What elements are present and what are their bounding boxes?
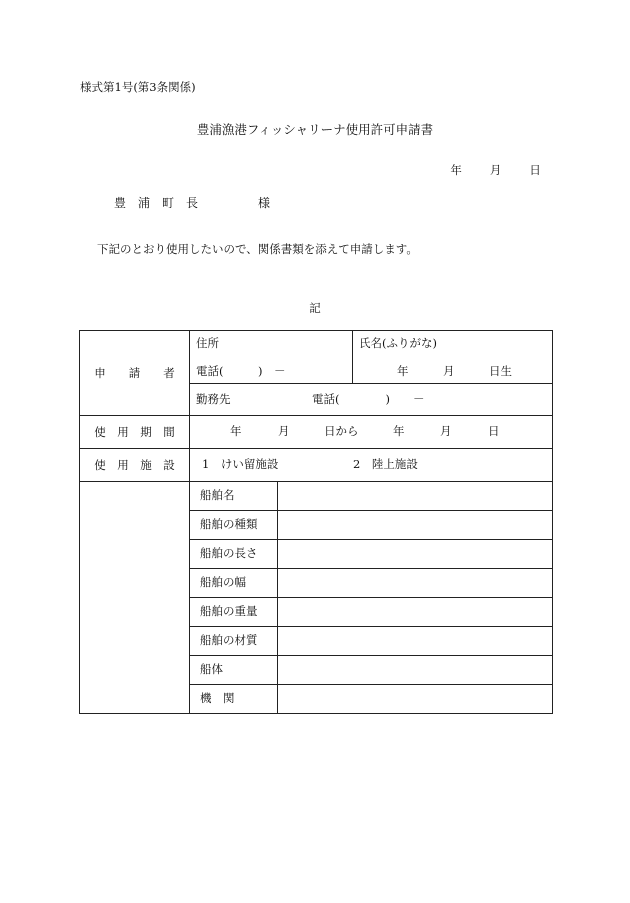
address-label: 住所 [196, 336, 219, 350]
addressee: 豊 浦 町 長 様 [114, 196, 271, 210]
vessel-width-value[interactable] [278, 569, 553, 598]
vessel-row-label: 船舶の長さ [190, 540, 278, 569]
applicant-address-cell[interactable] [190, 331, 353, 384]
vessel-row-label: 機 関 [190, 685, 278, 714]
birth-year-label: 年 [397, 364, 409, 378]
workplace-cell[interactable] [190, 384, 553, 416]
period-header: 使 用 期 間 [80, 416, 190, 449]
period-cell[interactable] [190, 416, 553, 449]
vessel-row-label: 船体 [190, 656, 278, 685]
document-title: 豊浦漁港フィッシャリーナ使用許可申請書 [196, 122, 434, 137]
work-phone-label: 電話( ) － [312, 392, 425, 406]
vessel-material-value[interactable] [278, 627, 553, 656]
birth-month-label: 月 [443, 364, 455, 378]
facility-option-2: 2 陸上施設 [353, 457, 418, 471]
vessel-hull-value[interactable] [278, 656, 553, 685]
vessel-row-label: 船舶名 [190, 482, 278, 511]
date-day-label: 日 [529, 162, 541, 177]
vessel-weight-value[interactable] [278, 598, 553, 627]
vessel-row-label: 船舶の種類 [190, 511, 278, 540]
facility-header: 使 用 施 設 [80, 449, 190, 482]
phone-label: 電話( ) － [196, 364, 286, 378]
vessel-row-label: 船舶の幅 [190, 569, 278, 598]
vessel-blank-cell [80, 482, 190, 714]
workplace-label: 勤務先 [196, 392, 231, 406]
period-from-year: 年 [230, 424, 242, 438]
facility-cell[interactable] [190, 449, 553, 482]
period-to-day: 日 [488, 424, 500, 438]
period-to-year: 年 [393, 424, 405, 438]
vessel-engine-value[interactable] [278, 685, 553, 714]
date-line [443, 153, 541, 176]
ki-heading: 記 [309, 301, 321, 315]
vessel-name-value[interactable] [278, 482, 553, 511]
period-from-month: 月 [278, 424, 290, 438]
application-form-table [79, 330, 553, 714]
date-year-label: 年 [450, 162, 462, 177]
birth-day-label: 日生 [489, 364, 512, 378]
vessel-row-label: 船舶の材質 [190, 627, 278, 656]
form-number: 様式第1号(第3条関係) [80, 80, 196, 94]
applicant-name-cell[interactable] [353, 331, 553, 384]
date-month-label: 月 [489, 162, 502, 177]
period-to-month: 月 [440, 424, 452, 438]
applicant-header: 申 請 者 [80, 331, 190, 416]
vessel-type-value[interactable] [278, 511, 553, 540]
facility-option-1: 1 けい留施設 [202, 457, 279, 471]
period-from-day: 日から [324, 424, 359, 438]
statement: 下記のとおり使用したいので、関係書類を添えて申請します。 [97, 242, 418, 256]
vessel-row-label: 船舶の重量 [190, 598, 278, 627]
vessel-length-value[interactable] [278, 540, 553, 569]
name-label: 氏名(ふりがな) [359, 336, 437, 350]
